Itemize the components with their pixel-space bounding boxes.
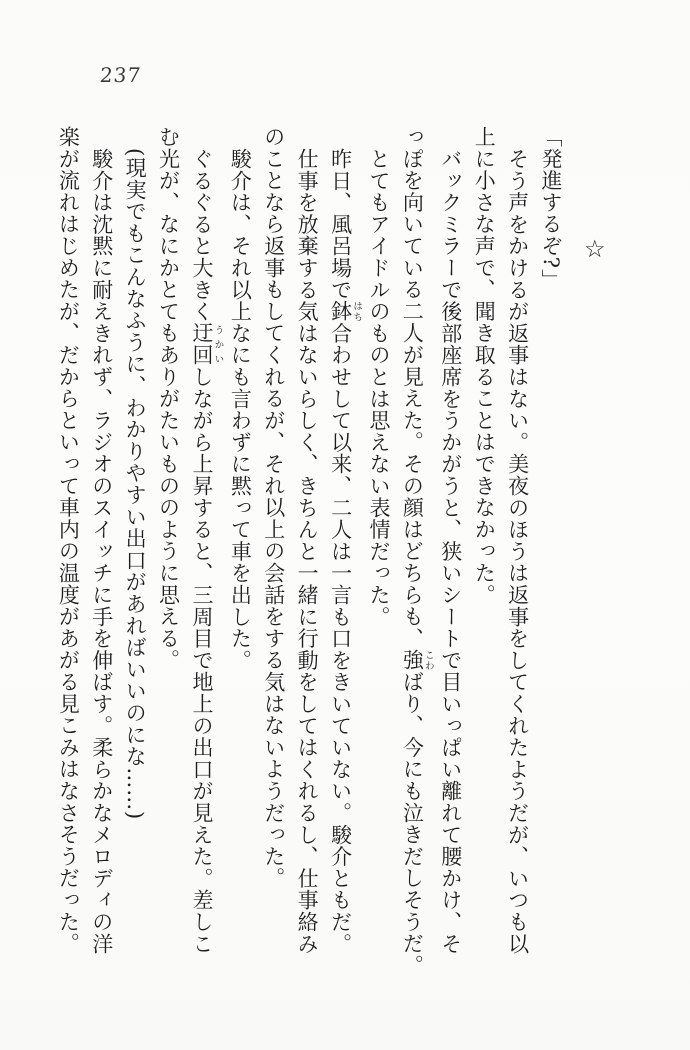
text-block [51, 126, 567, 978]
text-column: 仕事を放棄する気はないらしく、きちんと一緒に行動をしてはくれるし、仕事絡み [295, 147, 320, 955]
text-column: バックミラーで後部座席をうかがうと、狭いシートで目いっぱい離れて腰かけ、そ [438, 147, 463, 955]
page-number: 237 [98, 63, 143, 87]
text-column: 上に小さな声で、聞き取ることはできなかった。 [472, 126, 497, 606]
text-column: 昨日、風呂場で鉢はち合わせして以来、二人は一言も口をきいていない。駿介ともだ。 [328, 147, 363, 955]
text-column: っぽを向いている二人が見えた。その顔はどちらも、強こわばり、今にも泣きだしそうだ。 [400, 126, 434, 977]
text-column: ぐるぐると大きく迂回うかいしながら上昇すると、三周目で地上の出口が見えた。差しこ [189, 147, 224, 955]
text-column: 駿介は沈黙に耐えきれず、ラジオのスイッチに手を伸ばす。柔らかなメロディの洋 [89, 147, 114, 955]
ruby-annotated-word: 鉢はち [328, 300, 363, 323]
text-column: む光が、なにかとてもありがたいもののように思える。 [156, 126, 181, 671]
text-column: 駿介は、それ以上なにも言わずに黙って車を出した。 [228, 147, 253, 671]
text-column: 「発進するぞ?」 [539, 126, 563, 291]
section-break-star-icon: ☆ [584, 235, 606, 263]
text-column: そう声をかけるが返事はない。美夜のほうは返事をしてくれたようだが、いつも以 [505, 147, 530, 955]
text-column: (現実でもこんなふうに、わかりやすい出口があればいいのにな……) [123, 147, 148, 820]
text-column: 楽が流れはじめたが、だからといって車内の温度があがる見こみはなさそうだった。 [56, 126, 81, 955]
text-column: とてもアイドルのものとは思えない表情だった。 [366, 147, 391, 628]
ruby-annotated-word: 迂回うかい [189, 322, 224, 366]
ruby-annotated-word: 強こわ [400, 649, 434, 672]
text-column: のことなら返事もしてくれるが、それ以上の会話をする気はないようだった。 [261, 126, 286, 889]
